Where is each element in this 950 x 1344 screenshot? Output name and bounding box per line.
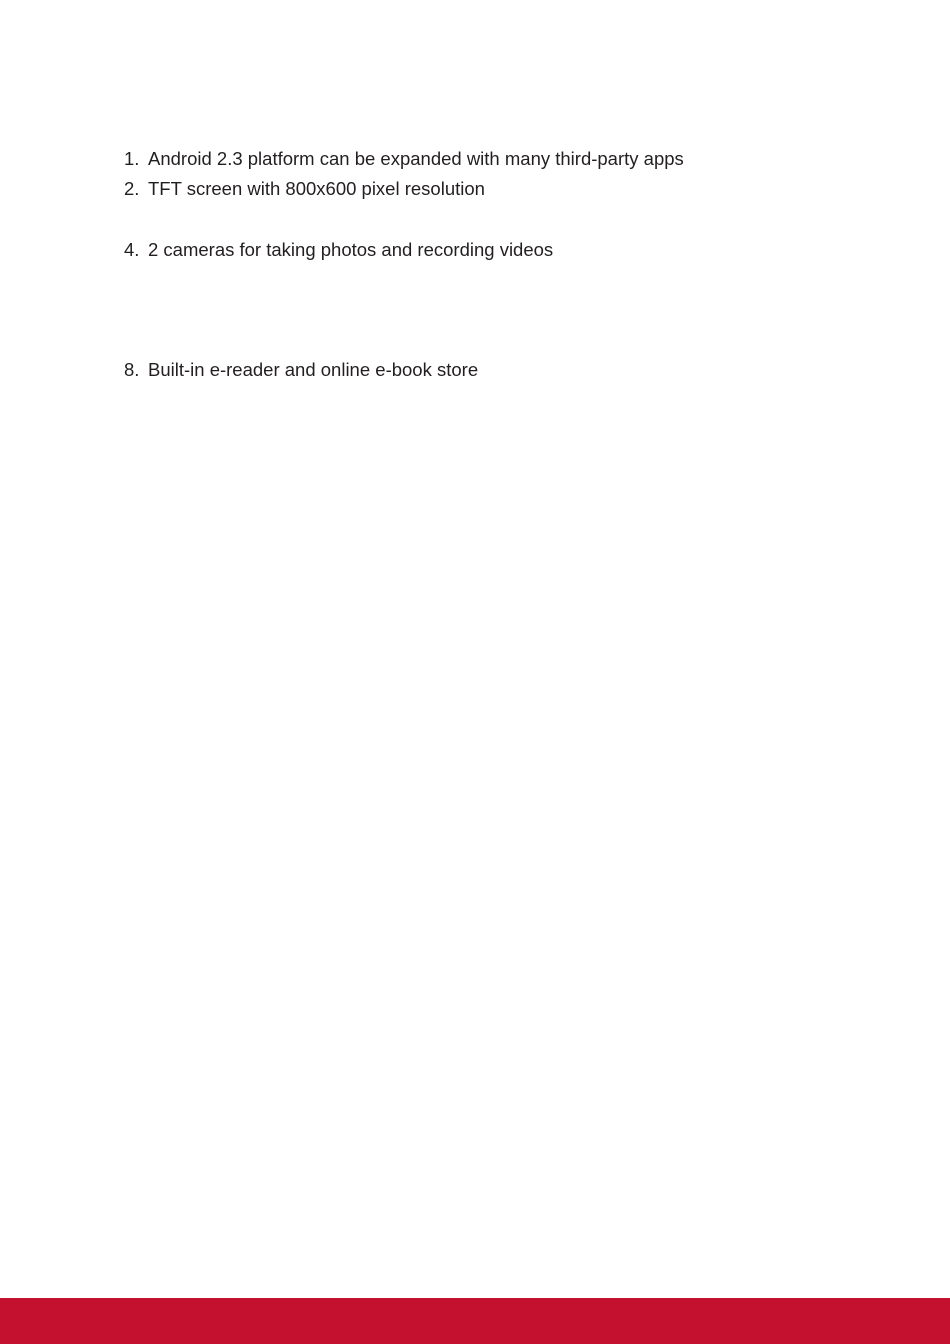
list-item-number: 4. — [124, 239, 140, 260]
list-item-text: Built-in e-reader and online e-book store — [148, 359, 479, 380]
list-item-text: TFT screen with 800x600 pixel resolution — [148, 178, 485, 199]
footer-band — [0, 1298, 950, 1344]
list-item-text: Android 2.3 platform can be expanded with many third-party apps — [148, 148, 684, 169]
list-item-text: 2 cameras for taking photos and recording videos — [148, 239, 554, 260]
list-item-number: 8. — [124, 359, 140, 380]
list-item — [124, 359, 478, 381]
list-item — [124, 239, 553, 261]
list-item-number: 2. — [124, 178, 140, 199]
list-item — [124, 148, 684, 170]
list-item-number: 1. — [124, 148, 140, 169]
list-item — [124, 178, 485, 200]
